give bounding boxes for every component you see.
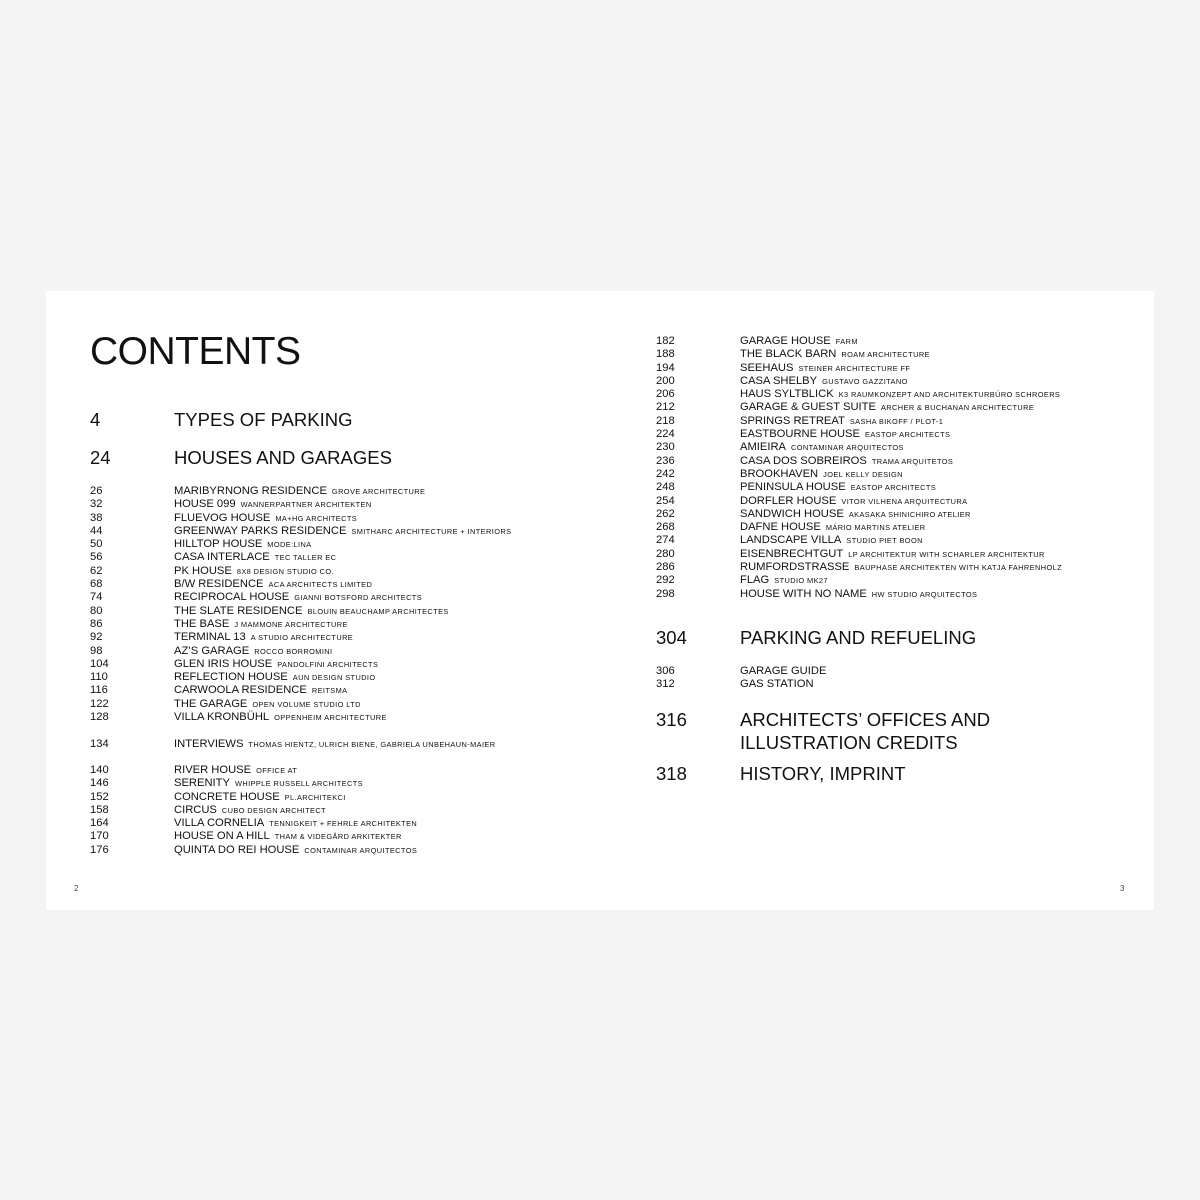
section-page-number: 318 [656, 763, 687, 784]
toc-architect: 8X8 DESIGN STUDIO CO. [236, 566, 334, 576]
toc-project-name: SEEHAUS [740, 361, 794, 374]
section-title: PARKING AND REFUELING [740, 627, 977, 648]
toc-title [174, 830, 402, 843]
toc-project-name: THE BASE [174, 617, 230, 630]
toc-project-name: RIVER HOUSE [174, 764, 252, 776]
toc-project-name: FLAG [740, 574, 770, 587]
section-title: TYPES OF PARKING [174, 409, 353, 430]
toc-project-name: GREENWAY PARKS RESIDENCE [174, 524, 347, 537]
toc-architect: LP ARCHITEKTUR WITH SCHARLER ARCHITEKTUR [848, 549, 1045, 559]
toc-page-number: 200 [656, 374, 675, 387]
toc-architect: TEC TALLER EC [274, 553, 337, 563]
toc-project-name: GARAGE & GUEST SUITE [740, 401, 876, 414]
toc-architect: ARCHER & BUCHANAN ARCHITECTURE [880, 403, 1035, 413]
toc-architect: EASTOP ARCHITECTS [864, 430, 951, 440]
toc-title [740, 415, 943, 428]
toc-architect: CONTAMINAR ARQUITECTOS [791, 443, 904, 453]
toc-title [174, 618, 348, 631]
toc-architect: MA+HG ARCHITECTS [275, 513, 358, 523]
toc-project-name: RUMFORDSTRASSE [740, 561, 850, 574]
toc-architect: K3 RAUMKONZEPT AND ARCHITEKTURBÜRO SCHROERS [838, 390, 1061, 400]
section-page-number: 316 [656, 709, 687, 730]
toc-page-number: 236 [656, 454, 675, 467]
toc-project-name: SPRINGS RETREAT [740, 414, 845, 427]
toc-architect: BLOUIN BEAUCHAMP ARCHITECTES [307, 606, 449, 616]
toc-page-number: 104 [90, 657, 109, 670]
toc-title [174, 645, 333, 658]
section-title: HISTORY, IMPRINT [740, 763, 906, 784]
toc-architect: PANDOLFINI ARCHITECTS [277, 659, 379, 669]
toc-page-number: 286 [656, 561, 675, 574]
toc-project-name: SERENITY [174, 777, 230, 790]
toc-title [174, 777, 363, 790]
toc-page-number: 122 [90, 697, 109, 710]
toc-title [174, 764, 297, 777]
toc-architect: TENNIGKEIT + FEHRLE ARCHITEKTEN [269, 819, 418, 829]
toc-architect: J MAMMONE ARCHITECTURE [234, 619, 348, 629]
toc-architect: SASHA BIKOFF / PLOT-1 [849, 416, 944, 426]
toc-page-number: 176 [90, 843, 109, 856]
toc-architect: STUDIO MK27 [774, 576, 828, 586]
toc-title [174, 804, 326, 817]
toc-page-number: 224 [656, 428, 675, 441]
section-page-number: 24 [90, 447, 111, 468]
toc-title [174, 525, 511, 538]
toc-title [174, 605, 449, 618]
toc-project-name: REFLECTION HOUSE [174, 671, 288, 684]
toc-project-name: EASTBOURNE HOUSE [740, 428, 860, 441]
toc-architect: GROVE ARCHITECTURE [331, 487, 426, 496]
toc-title [174, 565, 334, 578]
section-types-of-parking [90, 408, 490, 431]
toc-title [740, 678, 814, 691]
toc-page-number: 98 [90, 644, 103, 657]
toc-project-name: AZ’S GARAGE [174, 644, 250, 657]
section-history-imprint [656, 762, 1106, 785]
toc-page-number: 206 [656, 388, 675, 401]
toc-page-number: 110 [90, 671, 108, 684]
toc-title [174, 817, 417, 830]
page-number-right: 3 [1120, 884, 1125, 893]
toc-title [174, 512, 357, 525]
toc-page-number: 146 [90, 777, 109, 790]
toc-title [740, 362, 910, 375]
toc-page-number: 86 [90, 617, 103, 630]
section-parking-and-refueling [656, 626, 1106, 649]
toc-title [740, 561, 1062, 574]
toc-project-name: CONCRETE HOUSE [174, 790, 280, 803]
toc-architect: VITOR VILHENA ARQUITECTURA [841, 496, 968, 506]
toc-title [174, 658, 378, 671]
page-title: CONTENTS [90, 330, 301, 373]
toc-architect: MÁRIO MARTINS ATELIER [825, 523, 926, 533]
toc-title [740, 548, 1045, 561]
toc-architect: ACA ARCHITECTS LIMITED [268, 580, 373, 590]
toc-page-number: 116 [90, 684, 108, 697]
toc-architect: THOMAS HIENTZ, ULRICH BIENE, GABRIELA UNBEHAUN-MAIER [248, 740, 496, 749]
section-title: HOUSES AND GARAGES [174, 447, 392, 468]
toc-page-number: 274 [656, 534, 675, 547]
toc-page-number: 312 [656, 678, 675, 691]
toc-title [174, 711, 387, 724]
toc-project-name: CASA DOS SOBREIROS [740, 454, 867, 467]
toc-page-number: 182 [656, 335, 675, 347]
toc-page-number: 158 [90, 803, 109, 816]
toc-page-number: 140 [90, 764, 109, 776]
toc-page-number: 298 [656, 587, 675, 600]
toc-project-name: GAS STATION [740, 678, 814, 691]
section-title-line-1: ARCHITECTS’ OFFICES AND [740, 709, 991, 730]
toc-title [740, 495, 967, 508]
toc-page-number: 74 [90, 591, 103, 604]
toc-page-number: 230 [656, 441, 675, 454]
toc-title [740, 428, 950, 441]
toc-project-name: INTERVIEWS [174, 738, 244, 750]
toc-architect: HW STUDIO ARQUITECTOS [871, 589, 978, 599]
toc-title [740, 335, 858, 348]
section-page-number: 304 [656, 627, 687, 648]
toc-project-name: LANDSCAPE VILLA [740, 534, 842, 547]
toc-architect: ROCCO BORROMINI [254, 646, 333, 656]
toc-page-number: 262 [656, 507, 675, 520]
toc-project-name: CARWOOLA RESIDENCE [174, 684, 307, 697]
section-title-line-2: ILLUSTRATION CREDITS [740, 732, 958, 753]
toc-project-name: TERMINAL 13 [174, 631, 246, 644]
toc-project-name: RECIPROCAL HOUSE [174, 591, 290, 604]
toc-title [740, 468, 903, 481]
toc-project-name: HOUSE ON A HILL [174, 830, 270, 843]
toc-architect: EASTOP ARCHITECTS [850, 483, 937, 493]
toc-project-name: FLUEVOG HOUSE [174, 511, 271, 524]
toc-page-number: 68 [90, 578, 103, 591]
toc-page-number: 32 [90, 498, 103, 511]
toc-project-name: PK HOUSE [174, 564, 232, 577]
toc-page-number: 128 [90, 711, 109, 724]
toc-architect: ROAM ARCHITECTURE [841, 350, 930, 360]
toc-title [740, 521, 926, 534]
toc-page-number: 188 [656, 348, 675, 361]
toc-page-number: 56 [90, 551, 103, 564]
toc-project-name: DAFNE HOUSE [740, 521, 821, 534]
toc-title [174, 485, 425, 498]
toc-page-number: 164 [90, 817, 109, 830]
toc-architect: GIANNI BOTSFORD ARCHITECTS [294, 593, 423, 603]
toc-page-number: 242 [656, 467, 675, 480]
toc-architect: CONTAMINAR ARQUITECTOS [304, 845, 418, 855]
toc-project-name: QUINTA DO REI HOUSE [174, 843, 300, 856]
toc-project-name: GARAGE GUIDE [740, 665, 827, 677]
toc-project-name: SANDWICH HOUSE [740, 507, 844, 520]
toc-architect: TRAMA ARQUITETOS [871, 456, 954, 466]
toc-title [740, 441, 904, 454]
section-architects-offices [656, 708, 1106, 754]
toc-title [174, 498, 372, 511]
toc-title [740, 574, 828, 587]
toc-project-name: AMIEIRA [740, 441, 787, 454]
toc-architect: OFFICE AT [256, 766, 298, 775]
toc-page-number: 152 [90, 790, 109, 803]
toc-project-name: MARIBYRNONG RESIDENCE [174, 485, 327, 497]
toc-title [174, 738, 496, 751]
toc-architect: SMITHARC ARCHITECTURE + INTERIORS [351, 526, 512, 536]
toc-title [740, 588, 977, 601]
toc-project-name: GLEN IRIS HOUSE [174, 657, 273, 670]
toc-architect: STEINER ARCHITECTURE FF [798, 363, 911, 373]
toc-project-name: CASA SHELBY [740, 374, 818, 387]
section-page-number: 4 [90, 409, 101, 430]
toc-page-number: 44 [90, 524, 103, 537]
toc-title [174, 631, 353, 644]
toc-project-name: VILLA KRONBÜHL [174, 711, 270, 724]
toc-title [740, 388, 1060, 401]
toc-page-number: 248 [656, 481, 675, 494]
toc-page-number: 170 [90, 830, 109, 843]
toc-title [740, 665, 826, 678]
toc-page-number: 92 [90, 631, 103, 644]
toc-title [174, 591, 422, 604]
toc-page-number: 50 [90, 538, 103, 551]
page-number-left: 2 [74, 884, 79, 893]
toc-architect: WHIPPLE RUSSELL ARCHITECTS [234, 779, 363, 789]
toc-title [174, 538, 312, 551]
toc-architect: CUBO DESIGN ARCHITECT [221, 805, 326, 815]
toc-page-number: 268 [656, 521, 675, 534]
toc-architect: JOEL KELLY DESIGN [823, 469, 903, 479]
toc-title [740, 481, 936, 494]
toc-architect: GUSTAVO GAZZITANO [822, 376, 908, 386]
toc-page-number: 254 [656, 494, 675, 507]
toc-page-number: 62 [90, 564, 103, 577]
toc-architect: BAUPHASE ARCHITEKTEN WITH KATJA FAHRENHOLZ [854, 563, 1063, 573]
toc-title [740, 375, 908, 388]
toc-title [174, 671, 376, 684]
toc-project-name: HOUSE WITH NO NAME [740, 587, 867, 600]
toc-project-name: CIRCUS [174, 803, 217, 816]
toc-project-name: VILLA CORNELIA [174, 817, 265, 830]
toc-page-number: 26 [90, 485, 103, 497]
toc-page-number: 292 [656, 574, 675, 587]
toc-title [740, 508, 971, 521]
toc-architect: AKASAKA SHINICHIRO ATELIER [848, 509, 971, 519]
toc-page-number: 218 [656, 414, 675, 427]
toc-project-name: THE GARAGE [174, 697, 248, 710]
toc-architect: PL.ARCHITEKCI [284, 792, 346, 802]
toc-title [740, 348, 930, 361]
toc-project-name: THE SLATE RESIDENCE [174, 604, 303, 617]
toc-architect: REITSMA [311, 686, 348, 696]
toc-title [174, 684, 348, 697]
toc-project-name: B/W RESIDENCE [174, 578, 264, 591]
toc-project-name: THE BLACK BARN [740, 348, 837, 361]
toc-architect: AUN DESIGN STUDIO [292, 673, 376, 683]
toc-project-name: EISENBRECHTGUT [740, 547, 844, 560]
toc-architect: WANNERPARTNER ARCHITEKTEN [240, 500, 372, 510]
toc-page-number: 280 [656, 547, 675, 560]
toc-title [174, 844, 417, 857]
toc-title [174, 698, 361, 711]
toc-page-number: 212 [656, 401, 675, 414]
toc-project-name: HAUS SYLTBLICK [740, 388, 834, 401]
toc-title [174, 551, 336, 564]
toc-project-name: CASA INTERLACE [174, 551, 270, 564]
toc-title [740, 455, 953, 468]
toc-project-name: HOUSE 099 [174, 498, 236, 511]
toc-page-number: 194 [656, 361, 675, 374]
toc-page-number: 80 [90, 604, 103, 617]
toc-project-name: PENINSULA HOUSE [740, 481, 846, 494]
toc-architect: OPPENHEIM ARCHITECTURE [274, 713, 387, 723]
toc-project-name: BROOKHAVEN [740, 467, 819, 480]
toc-page-number: 134 [90, 738, 109, 750]
toc-page-number: 38 [90, 511, 103, 524]
toc-page-number: 306 [656, 665, 675, 677]
toc-architect: A STUDIO ARCHITECTURE [250, 633, 354, 643]
toc-title [740, 401, 1034, 414]
toc-project-name: GARAGE HOUSE [740, 335, 831, 347]
toc-architect: THAM & VIDEGÅRD ARKITEKTER [274, 832, 402, 842]
toc-architect: STUDIO PIET BOON [846, 536, 923, 546]
toc-title [174, 578, 372, 591]
toc-architect: FARM [835, 337, 858, 346]
toc-project-name: DORFLER HOUSE [740, 494, 837, 507]
toc-project-name: HILLTOP HOUSE [174, 538, 263, 551]
toc-title [174, 791, 346, 804]
toc-title [740, 534, 923, 547]
section-houses-and-garages [90, 446, 490, 469]
toc-architect: MODE:LINA [267, 540, 312, 550]
toc-architect: OPEN VOLUME STUDIO LTD [252, 699, 361, 709]
